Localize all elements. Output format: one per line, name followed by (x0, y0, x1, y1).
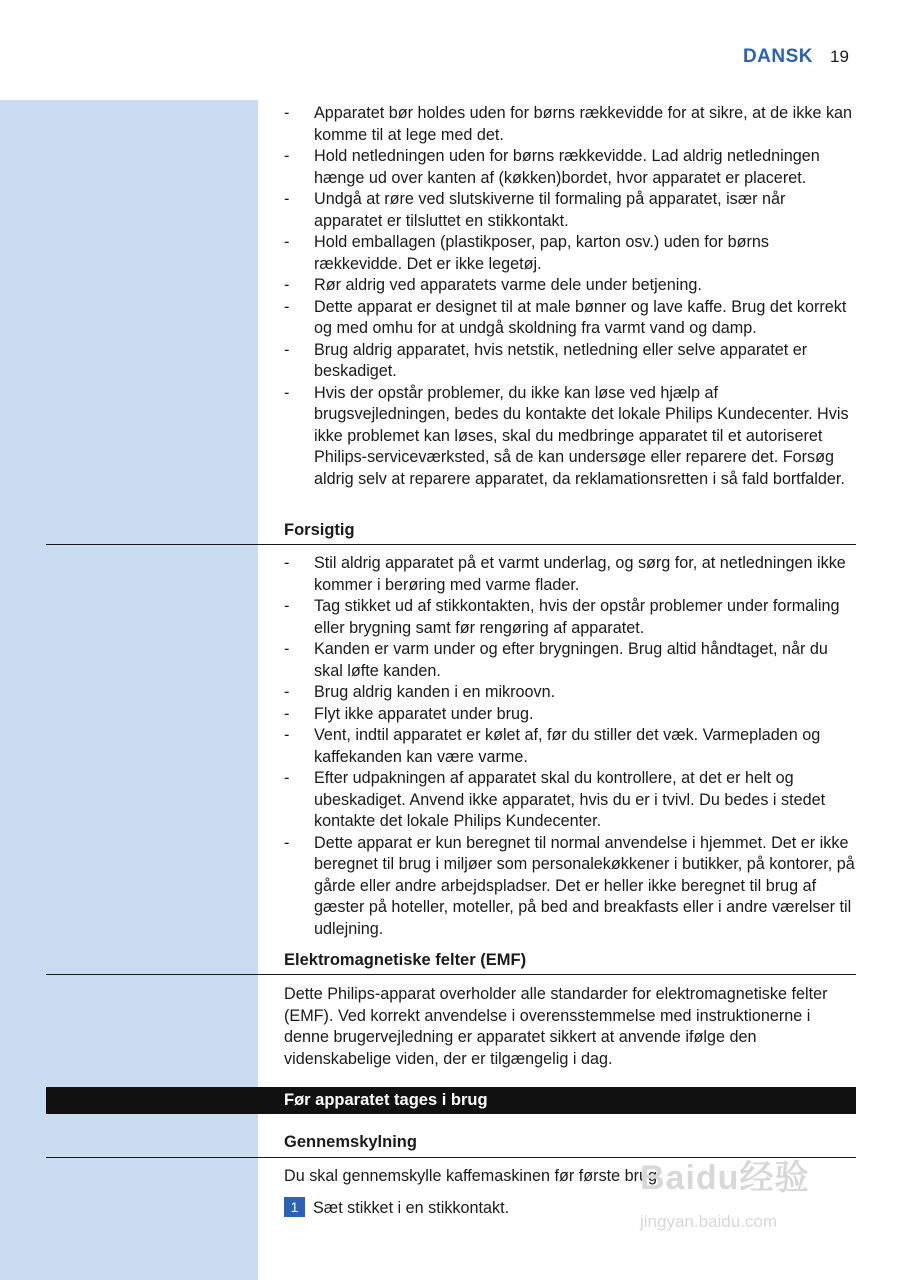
list-item: - Dette apparat er designet til at male bønner og lave kaffe. Brug det korrekt og med omhu for at undgå skoldning fra varmt vand og damp. (284, 297, 847, 337)
section-divider (46, 544, 856, 545)
chapter-heading: Før apparatet tages i brug (284, 1091, 488, 1109)
emf-paragraph: Dette Philips-apparat overholder alle standarder for elektromagnetiske felter (EMF). Ved korrekt anvendelse i overensstemmelse med instruktionerne i denne brugervejledning er apparatet sikkert at anvende ifølge den videnskabelige viden, der er tilgængelig i dag. (284, 985, 828, 1068)
list-item: - Efter udpakningen af apparatet skal du kontrollere, at det er helt og ubeskadiget. Anvend ikke apparatet, hvis du er i tvivl. Du bedes i stedet kontakte det lokale Philips Kundecenter. (284, 769, 826, 830)
step-text: Sæt stikket i en stikkontakt. (313, 1199, 510, 1217)
rinsing-heading: Gennemskylning (284, 1133, 417, 1151)
list-item: - Stil aldrig apparatet på et varmt underlag, og sørg for, at netledningen ikke kommer i berøring med varme flader. (284, 554, 846, 594)
language-label: DANSK (742, 46, 813, 67)
step-item (284, 1197, 509, 1219)
list-item: - Vent, indtil apparatet er kølet af, før du stiller det væk. Varmepladen og kaffekanden kan være varme. (284, 726, 821, 766)
section-divider (46, 974, 856, 975)
list-item: - Tag stikket ud af stikkontakten, hvis der opstår problemer under formaling eller brygning samt før rengøring af apparatet. (284, 597, 840, 637)
list-item: - Brug aldrig apparatet, hvis netstik, netledning eller selve apparatet er beskadiget. (284, 340, 808, 380)
list-item: - Brug aldrig kanden i en mikroovn. (284, 683, 556, 701)
list-item: - Hold netledningen uden for børns rækkevidde. Lad aldrig netledningen hænge ud over kanten af (køkken)bordet, hvor apparatet er placeret. (284, 147, 820, 187)
chapter-bar (46, 1087, 856, 1114)
watermark-logo: Baidu经验 (640, 1159, 810, 1197)
page-number: 19 (830, 47, 849, 66)
caution-list (284, 553, 858, 940)
warnings-list (284, 103, 858, 490)
list-item: - Apparatet bør holdes uden for børns rækkevidde for at sikre, at de ikke kan komme til at lege med det. (284, 104, 853, 144)
step-number-badge: 1 (284, 1197, 305, 1217)
watermark-url: jingyan.baidu.com (640, 1212, 778, 1231)
rinsing-paragraph: Du skal gennemskylle kaffemaskinen før første brug. (284, 1167, 662, 1185)
list-item: - Hold emballagen (plastikposer, pap, karton osv.) uden for børns rækkevidde. Det er ikke legetøj. (284, 233, 769, 273)
list-item: - Hvis der opstår problemer, du ikke kan løse ved hjælp af brugsvejledningen, bedes du kontakte det lokale Philips Kundecenter. Hvis ikke problemet kan løses, skal du medbringe apparatet til et autoriseret Philips-serviceværksted, så de kan undersøge eller reparere det. Forsøg aldrig selv at reparere apparatet, da reklamationsretten i så fald bortfalder. (284, 383, 849, 488)
list-item: - Kanden er varm under og efter brygningen. Brug altid håndtaget, når du skal løfte kanden. (284, 640, 828, 680)
list-item: - Rør aldrig ved apparatets varme dele under betjening. (284, 276, 702, 294)
list-item: - Undgå at røre ved slutskiverne til formaling på apparatet, især når apparatet er tilsluttet en stikkontakt. (284, 190, 786, 230)
emf-heading: Elektromagnetiske felter (EMF) (284, 951, 527, 969)
caution-heading: Forsigtig (284, 521, 355, 539)
list-item: - Dette apparat er kun beregnet til normal anvendelse i hjemmet. Det er ikke beregnet til brug i miljøer som personalekøkkener i butikker, på kontorer, på gårde eller andre arbejdspladser. Det er heller ikke beregnet til brug af gæster på hoteller, moteller, på bed and breakfasts eller i andre værelser til udlejning. (284, 833, 855, 938)
list-item: - Flyt ikke apparatet under brug. (284, 704, 534, 723)
